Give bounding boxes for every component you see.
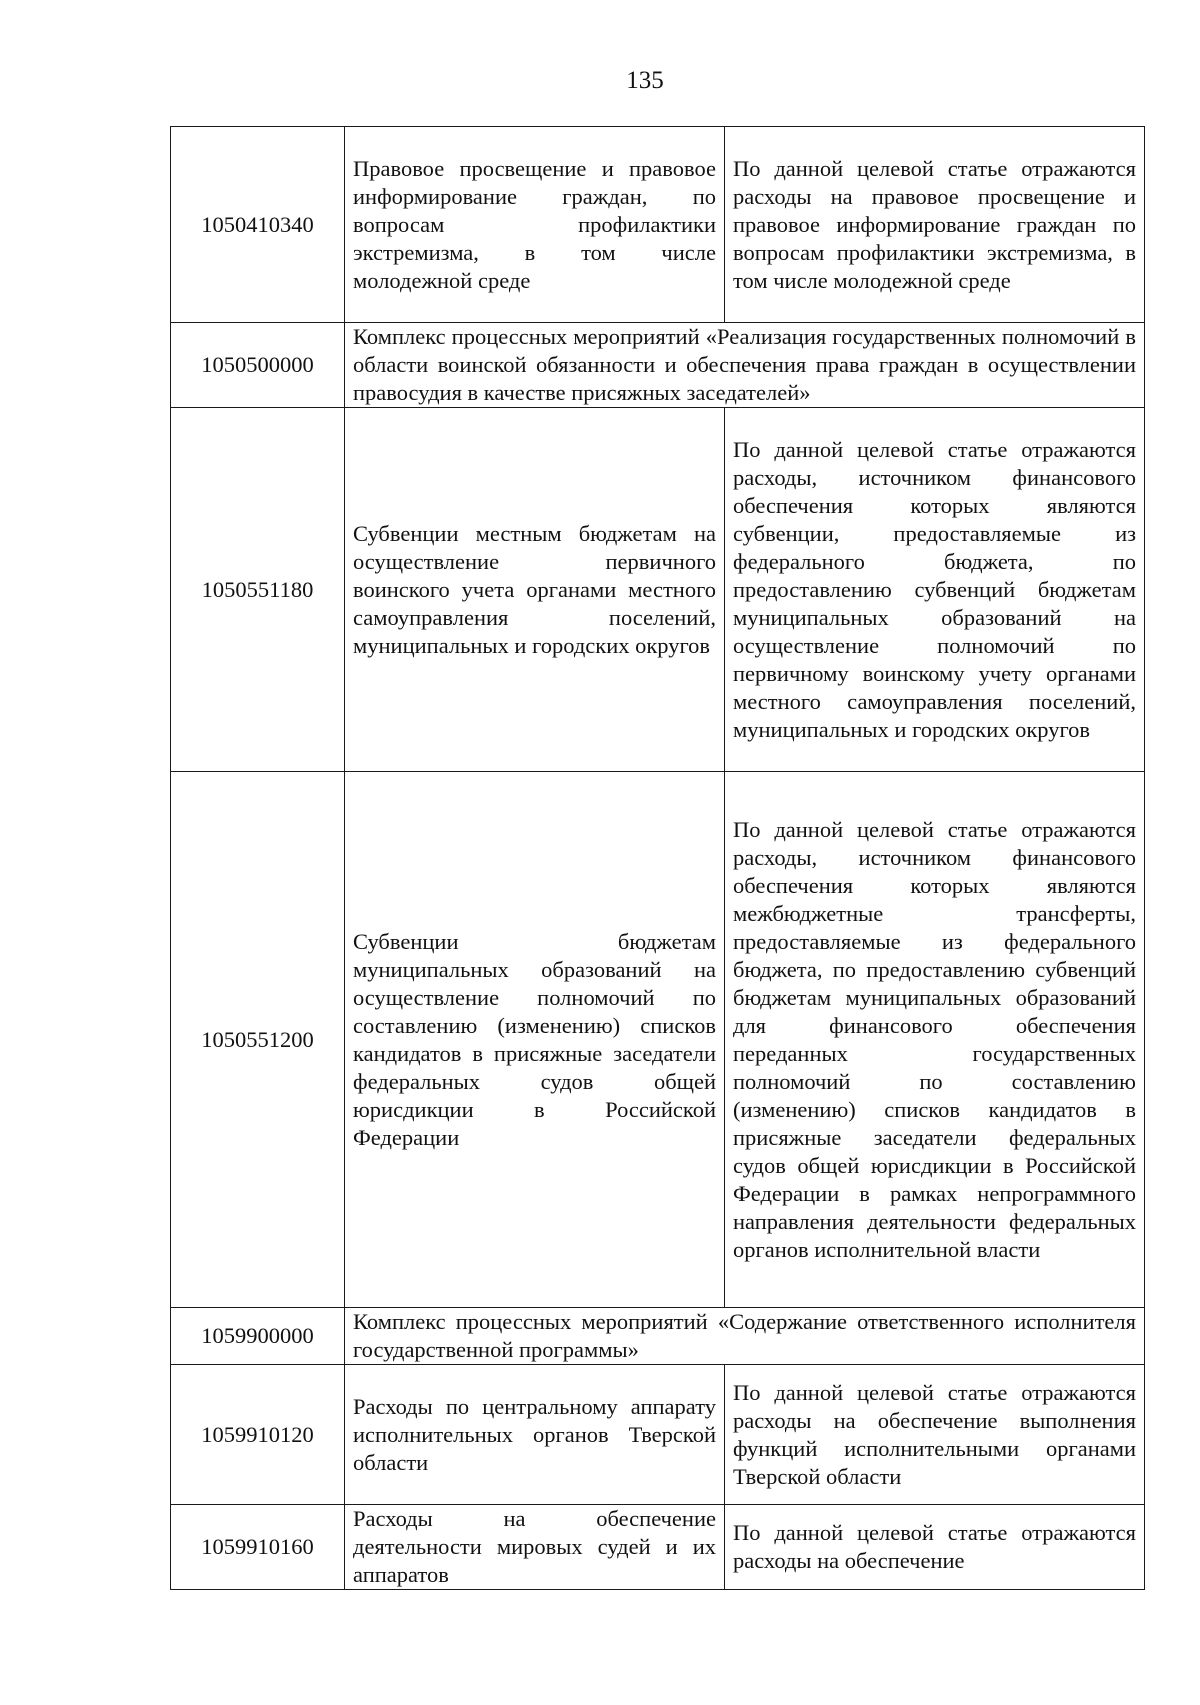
target-article-code: 1050410340: [171, 127, 345, 323]
target-article-code: 1059910160: [171, 1505, 345, 1590]
target-article-name: Расходы на обеспечение деятельности мировых судей и их аппаратов: [345, 1505, 725, 1590]
table-row: [171, 1505, 1145, 1590]
process-complex-title: Комплекс процессных мероприятий «Содержание ответственного исполнителя государственной программы»: [345, 1308, 1145, 1365]
target-article-code: 1050551200: [171, 772, 345, 1308]
table-row: [171, 1365, 1145, 1505]
target-article-code: 1059900000: [171, 1308, 345, 1365]
table-row: [171, 772, 1145, 1308]
table-row-group: [171, 323, 1145, 408]
target-article-code: 1050551180: [171, 408, 345, 772]
budget-classification-table: [170, 126, 1145, 1590]
table-row: [171, 408, 1145, 772]
target-article-name: Субвенции бюджетам муниципальных образований на осуществление полномочий по составлению (изменению) списков кандидатов в присяжные заседатели федеральных судов общей юрисдикции в Российской Федерации: [345, 772, 725, 1308]
target-article-name: Правовое просвещение и правовое информирование граждан, по вопросам профилактики экстремизма, в том числе молодежной среде: [345, 127, 725, 323]
table-row-group: [171, 1308, 1145, 1365]
target-article-code: 1050500000: [171, 323, 345, 408]
target-article-description: По данной целевой статье отражаются расходы, источником финансового обеспечения которых являются субвенции, предоставляемые из федерального бюджета, по предоставлению субвенций бюджетам муниципальных образований на осуществление полномочий по первичному воинскому учету органами местного самоуправления поселений, муниципальных и городских округов: [725, 408, 1145, 772]
target-article-description: По данной целевой статье отражаются расходы на обеспечение выполнения функций исполнительными органами Тверской области: [725, 1365, 1145, 1505]
target-article-description: По данной целевой статье отражаются расходы на правовое просвещение и правовое информирование граждан по вопросам профилактики экстремизма, в том числе молодежной среде: [725, 127, 1145, 323]
target-article-name: Расходы по центральному аппарату исполнительных органов Тверской области: [345, 1365, 725, 1505]
page-number: 135: [626, 67, 664, 94]
target-article-code: 1059910120: [171, 1365, 345, 1505]
target-article-name: Субвенции местным бюджетам на осуществление первичного воинского учета органами местного самоуправления поселений, муниципальных и городских округов: [345, 408, 725, 772]
target-article-description: По данной целевой статье отражаются расходы на обеспечение: [725, 1505, 1145, 1590]
target-article-description: По данной целевой статье отражаются расходы, источником финансового обеспечения которых являются межбюджетные трансферты, предоставляемые из федерального бюджета, по предоставлению субвенций бюджетам муниципальных образований для финансового обеспечения переданных государственных полномочий по составлению (изменению) списков кандидатов в присяжные заседатели федеральных судов общей юрисдикции в Российской Федерации в рамках непрограммного направления деятельности федеральных органов исполнительной власти: [725, 772, 1145, 1308]
process-complex-title: Комплекс процессных мероприятий «Реализация государственных полномочий в области воинской обязанности и обеспечения права граждан в осуществлении правосудия в качестве присяжных заседателей»: [345, 323, 1145, 408]
table-row: [171, 127, 1145, 323]
